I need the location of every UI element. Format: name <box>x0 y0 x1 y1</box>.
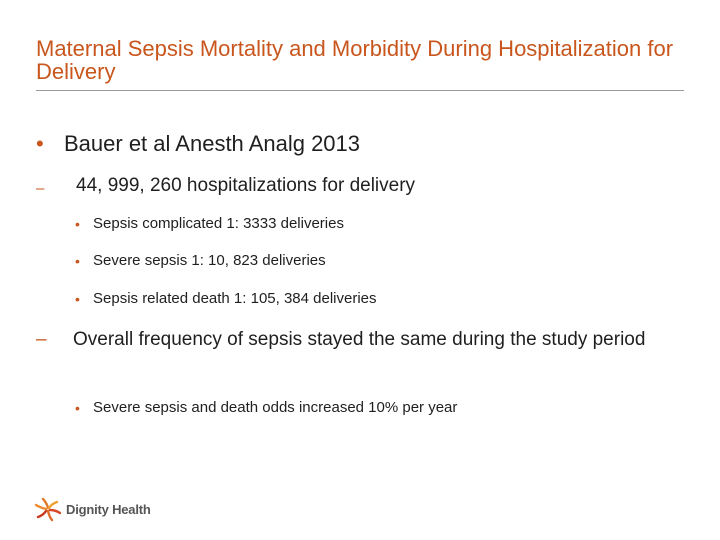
logo-text: Dignity Health <box>66 501 151 517</box>
bullet-marker: – <box>36 180 45 197</box>
bullet-text: Severe sepsis and death odds increased 10% per year <box>93 399 458 416</box>
bullet-text: Sepsis related death 1: 105, 384 deliveries <box>93 290 377 307</box>
bullet-marker: • <box>75 400 80 416</box>
bullet-marker: – <box>36 329 47 350</box>
dignity-health-logo <box>34 496 151 522</box>
dignity-health-star-icon <box>34 496 62 522</box>
bullet-text: Sepsis complicated 1: 3333 deliveries <box>93 215 344 232</box>
bullet-marker: • <box>75 291 80 307</box>
bullet-marker: • <box>75 253 80 269</box>
bullet-text: Overall frequency of sepsis stayed the same during the study period <box>73 329 646 350</box>
bullet-text: 44, 999, 260 hospitalizations for delivery <box>76 175 416 196</box>
bullet-marker: • <box>75 216 80 232</box>
bullet-text: Bauer et al Anesth Analg 2013 <box>64 131 361 156</box>
slide-title: Maternal Sepsis Mortality and Morbidity During Hospitalization for Delivery <box>36 36 674 84</box>
title-divider <box>36 90 684 91</box>
bullet-text: Severe sepsis 1: 10, 823 deliveries <box>93 252 326 269</box>
bullet-marker: • <box>36 131 44 156</box>
